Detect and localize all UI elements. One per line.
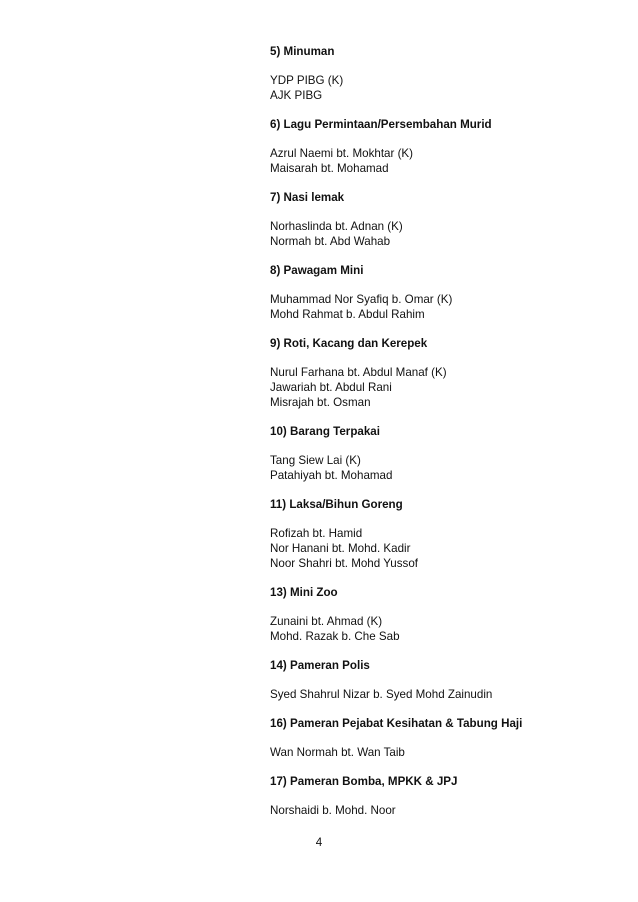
section-nasi-lemak bbox=[270, 190, 610, 249]
member-name: Noor Shahri bt. Mohd Yussof bbox=[270, 557, 419, 570]
section-minuman bbox=[270, 44, 610, 103]
member-name: Nor Hanani bt. Mohd. Kadir bbox=[270, 542, 411, 555]
member-name: Rofizah bt. Hamid bbox=[270, 527, 363, 540]
section-heading: 7) Nasi lemak bbox=[270, 191, 345, 204]
section-pameran-kesihatan-tabung-haji bbox=[270, 716, 610, 760]
section-heading: 16) Pameran Pejabat Kesihatan & Tabung Haji bbox=[270, 717, 523, 730]
section-heading: 13) Mini Zoo bbox=[270, 586, 338, 599]
committee-list bbox=[270, 44, 610, 818]
section-heading: 9) Roti, Kacang dan Kerepek bbox=[270, 337, 428, 350]
member-list bbox=[270, 687, 610, 702]
member-name: Maisarah bt. Mohamad bbox=[270, 162, 389, 175]
member-list bbox=[270, 526, 610, 571]
member-name: Misrajah bt. Osman bbox=[270, 396, 371, 409]
member-name: Azrul Naemi bt. Mokhtar (K) bbox=[270, 147, 414, 160]
member-list bbox=[270, 614, 610, 644]
member-name: Wan Normah bt. Wan Taib bbox=[270, 746, 405, 759]
section-pawagam-mini bbox=[270, 263, 610, 322]
section-heading: 5) Minuman bbox=[270, 45, 335, 58]
member-name: Syed Shahrul Nizar b. Syed Mohd Zainudin bbox=[270, 688, 493, 701]
section-laksa-bihun-goreng bbox=[270, 497, 610, 571]
section-barang-terpakai bbox=[270, 424, 610, 483]
member-list bbox=[270, 73, 610, 103]
member-name: Jawariah bt. Abdul Rani bbox=[270, 381, 392, 394]
member-list bbox=[270, 803, 610, 818]
member-name: Mohd. Razak b. Che Sab bbox=[270, 630, 400, 643]
section-heading: 17) Pameran Bomba, MPKK & JPJ bbox=[270, 775, 458, 788]
member-name: Nurul Farhana bt. Abdul Manaf (K) bbox=[270, 366, 447, 379]
section-roti-kacang-kerepek bbox=[270, 336, 610, 410]
section-heading: 11) Laksa/Bihun Goreng bbox=[270, 498, 403, 511]
member-name: Tang Siew Lai (K) bbox=[270, 454, 361, 467]
member-name: Muhammad Nor Syafiq b. Omar (K) bbox=[270, 293, 453, 306]
member-list bbox=[270, 365, 610, 410]
page-number: 4 bbox=[315, 836, 323, 849]
member-name: Norhaslinda bt. Adnan (K) bbox=[270, 220, 403, 233]
member-name: Mohd Rahmat b. Abdul Rahim bbox=[270, 308, 425, 321]
member-name: Patahiyah bt. Mohamad bbox=[270, 469, 393, 482]
section-heading: 6) Lagu Permintaan/Persembahan Murid bbox=[270, 118, 492, 131]
member-list bbox=[270, 745, 610, 760]
section-pameran-polis bbox=[270, 658, 610, 702]
section-pameran-bomba-mpkk-jpj bbox=[270, 774, 610, 818]
section-heading: 10) Barang Terpakai bbox=[270, 425, 380, 438]
member-name: Normah bt. Abd Wahab bbox=[270, 235, 391, 248]
member-list bbox=[270, 453, 610, 483]
section-heading: 8) Pawagam Mini bbox=[270, 264, 364, 277]
member-name: AJK PIBG bbox=[270, 89, 323, 102]
member-list bbox=[270, 219, 610, 249]
member-name: Norshaidi b. Mohd. Noor bbox=[270, 804, 396, 817]
section-lagu-permintaan bbox=[270, 117, 610, 176]
section-mini-zoo bbox=[270, 585, 610, 644]
section-heading: 14) Pameran Polis bbox=[270, 659, 370, 672]
member-list bbox=[270, 292, 610, 322]
member-name: YDP PIBG (K) bbox=[270, 74, 344, 87]
member-list bbox=[270, 146, 610, 176]
member-name: Zunaini bt. Ahmad (K) bbox=[270, 615, 383, 628]
